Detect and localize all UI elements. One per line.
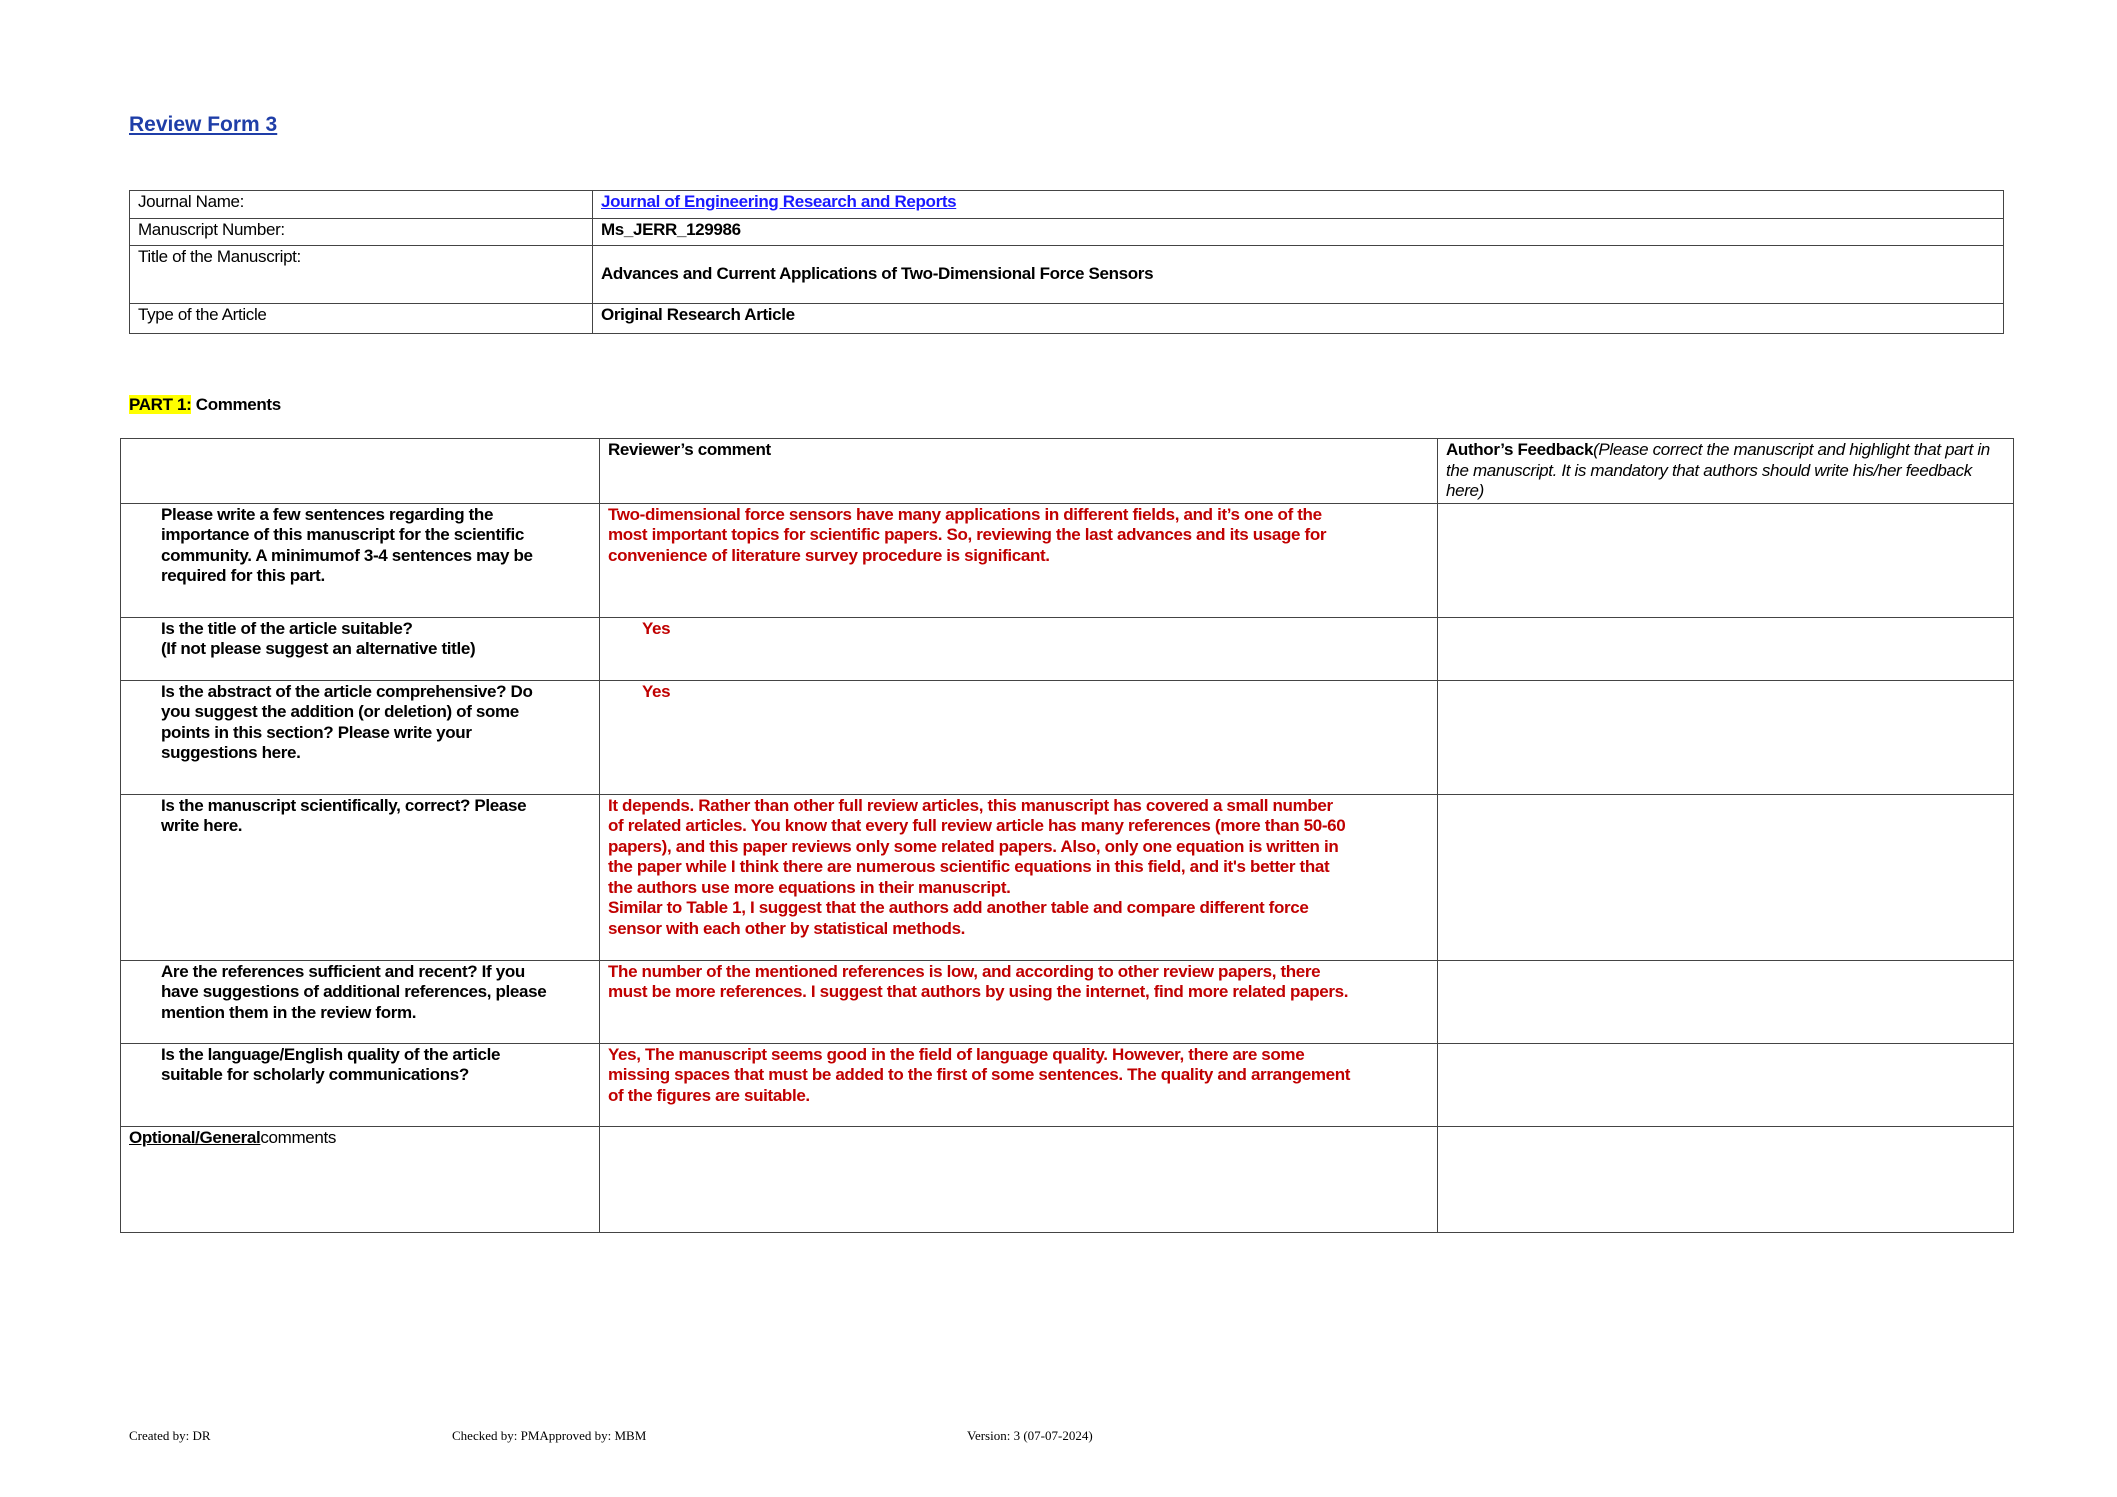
optional-reviewer-cell <box>600 1126 1438 1232</box>
comment-line: Two-dimensional force sensors have many applications in different fields, and it’s one of the <box>608 504 1322 524</box>
optional-suffix: comments <box>260 1127 336 1147</box>
question-cell <box>121 1043 600 1126</box>
question-cell <box>121 503 600 617</box>
comment-line: sensor with each other by statistical methods. <box>608 918 966 938</box>
question-line: required for this part. <box>161 566 325 585</box>
comment-line: of the figures are suitable. <box>608 1085 810 1105</box>
article-type-label: Type of the Article <box>130 304 593 334</box>
comment-line: of related articles. You know that every full review article has many references (more than 50-60 <box>608 816 1346 835</box>
comments-header-row <box>121 439 2014 504</box>
comment-line: the paper while I think there are numerous scientific equations in this field, and it's better that <box>608 857 1330 876</box>
author-feedback-title: Author’s Feedback <box>1446 440 1594 459</box>
comment-line: Yes <box>642 681 671 701</box>
journal-link[interactable]: Journal of Engineering Research and Reports <box>601 192 957 211</box>
question-line: points in this section? Please write your <box>161 722 472 742</box>
comment-row <box>121 617 2014 680</box>
question-cell <box>121 960 600 1043</box>
reviewer-comment-header: Reviewer’s comment <box>600 439 1438 504</box>
reviewer-comment-cell <box>600 617 1438 680</box>
footer-checked: Checked by: PMApproved by: MBM <box>452 1428 647 1443</box>
comment-line: missing spaces that must be added to the first of some sentences. The quality and arrangement <box>608 1065 1351 1084</box>
comment-line: papers), and this paper reviews only some related papers. Also, only one equation is written in <box>608 836 1339 856</box>
journal-label: Journal Name: <box>130 191 593 219</box>
reviewer-comment-cell <box>600 960 1438 1043</box>
empty-header-cell <box>121 439 600 504</box>
question-line: community. A minimumof 3-4 sentences may be <box>161 545 533 565</box>
manuscript-number-value: Ms_JERR_129986 <box>593 219 2004 246</box>
optional-comments-row <box>121 1126 2014 1232</box>
comment-line: It depends. Rather than other full review articles, this manuscript has covered a small number <box>608 795 1333 815</box>
author-feedback-cell[interactable] <box>1438 794 2014 960</box>
part-label: PART 1: <box>129 395 192 414</box>
manuscript-title-value: Advances and Current Applications of Two-Dimensional Force Sensors <box>593 246 2004 304</box>
author-feedback-instructions: (Please correct the manuscript and highlight that part in the manuscript. It is mandatory that authors should write his/her feedback here) <box>1446 440 1990 500</box>
author-feedback-cell[interactable] <box>1438 680 2014 794</box>
reviewer-comment-cell <box>600 1043 1438 1126</box>
reviewer-comment-cell <box>600 794 1438 960</box>
comment-row <box>121 503 2014 617</box>
question-line: mention them in the review form. <box>161 1002 417 1022</box>
question-cell <box>121 680 600 794</box>
footer-version: Version: 3 (07-07-2024) <box>967 1428 1093 1443</box>
author-feedback-cell[interactable] <box>1438 617 2014 680</box>
part-1-heading <box>129 395 281 415</box>
part-suffix: Comments <box>191 395 281 414</box>
author-feedback-header <box>1438 439 2014 504</box>
manuscript-number-label: Manuscript Number: <box>130 219 593 246</box>
question-line: suggestions here. <box>161 743 301 762</box>
author-feedback-cell[interactable] <box>1438 503 2014 617</box>
question-line: Is the title of the article suitable? <box>161 618 413 638</box>
comment-row <box>121 1043 2014 1126</box>
footer-created: Created by: DR <box>129 1428 211 1443</box>
comment-row <box>121 960 2014 1043</box>
comment-row <box>121 794 2014 960</box>
journal-value <box>593 191 2004 219</box>
question-line: Please write a few sentences regarding the <box>161 504 494 524</box>
author-feedback-cell[interactable] <box>1438 960 2014 1043</box>
question-line: you suggest the addition (or deletion) of some <box>161 702 519 721</box>
comment-line: Yes <box>642 618 671 638</box>
optional-comments-label <box>121 1126 600 1232</box>
manuscript-title-label: Title of the Manuscript: <box>130 246 593 304</box>
manuscript-info-table <box>129 190 2004 334</box>
question-cell <box>121 617 600 680</box>
comment-line: The number of the mentioned references is low, and according to other review papers, there <box>608 961 1321 981</box>
comment-line: Similar to Table 1, I suggest that the authors add another table and compare different force <box>608 898 1309 917</box>
reviewer-comment-cell <box>600 503 1438 617</box>
comment-row <box>121 680 2014 794</box>
comment-line: the authors use more equations in their manuscript. <box>608 877 1011 897</box>
comment-line: must be more references. I suggest that authors by using the internet, find more related papers. <box>608 982 1349 1001</box>
comment-line: Yes, The manuscript seems good in the field of language quality. However, there are some <box>608 1044 1305 1064</box>
question-line: have suggestions of additional references, please <box>161 982 547 1001</box>
author-feedback-cell[interactable] <box>1438 1043 2014 1126</box>
comments-table <box>120 438 2014 1233</box>
question-line: Is the abstract of the article comprehensive? Do <box>161 681 533 701</box>
optional-author-cell[interactable] <box>1438 1126 2014 1232</box>
optional-general-label: Optional/General <box>129 1127 261 1147</box>
page-title: Review Form 3 <box>129 113 278 136</box>
question-line: importance of this manuscript for the scientific <box>161 525 524 544</box>
question-line: Is the language/English quality of the article <box>161 1044 501 1064</box>
question-cell <box>121 794 600 960</box>
comment-line: convenience of literature survey procedure is significant. <box>608 545 1050 565</box>
question-line: suitable for scholarly communications? <box>161 1065 469 1084</box>
question-line: write here. <box>161 816 243 835</box>
question-line: (If not please suggest an alternative title) <box>161 639 476 658</box>
question-line: Is the manuscript scientifically, correct? Please <box>161 795 527 815</box>
article-type-value: Original Research Article <box>593 304 2004 334</box>
comment-line: most important topics for scientific papers. So, reviewing the last advances and its usage for <box>608 525 1327 544</box>
reviewer-comment-cell <box>600 680 1438 794</box>
question-line: Are the references sufficient and recent? If you <box>161 961 525 981</box>
